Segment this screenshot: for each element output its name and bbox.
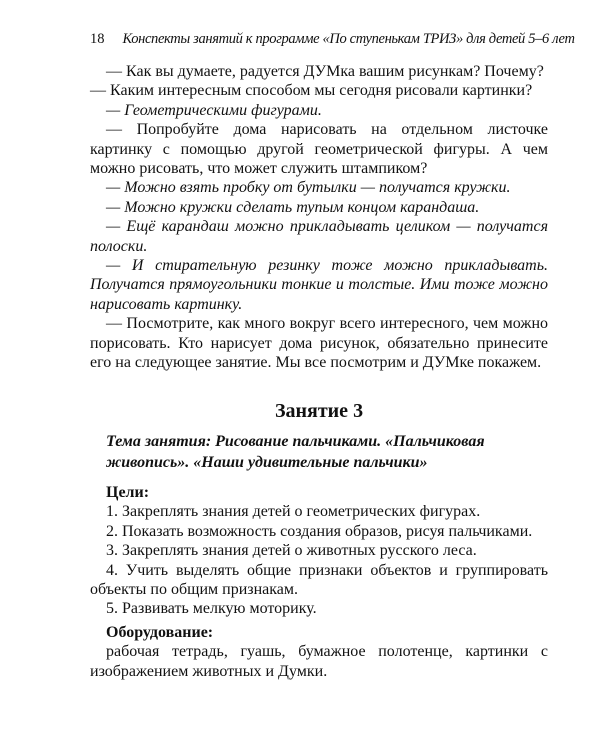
paragraph: — Можно взять пробку от бутылки — получатся кружки. <box>106 179 511 197</box>
equipment-text: рабочая тетрадь, гуашь, бумажное полотенце, картинки с изображением животных и Думки. <box>90 643 548 680</box>
paragraph: — Посмотрите, как много вокруг всего интересного, чем можно порисовать. Кто нарисует дома рисунок, обязательно принесите его на следующее занятие. Мы все посмотрим и ДУМке покажем. <box>90 315 548 372</box>
paragraph: — Геометрическими фигурами. <box>106 101 322 119</box>
goal-item: 4. Учить выделять общие признаки объектов и группировать объекты по общим признакам. <box>90 561 548 599</box>
equipment-heading: Оборудование: <box>106 624 214 641</box>
running-header <box>90 30 575 48</box>
lesson-topic: Тема занятия: Рисование пальчиками. «Пальчиковая живопись». «Наши удивительные пальчики» <box>106 433 485 471</box>
page-number: 18 <box>90 31 105 47</box>
paragraph: — Ещё карандаш можно прикладывать целиком — получатся полоски. <box>90 218 548 255</box>
goal-item: 5. Развивать мелкую моторику. <box>106 600 317 618</box>
equipment-section <box>90 623 548 681</box>
goals-heading: Цели: <box>106 484 150 501</box>
goal-item: 1. Закреплять знания детей о геометрических фигурах. <box>106 503 481 521</box>
lesson-title: Занятие 3 <box>274 400 364 422</box>
goal-item: 2. Показать возможность создания образов, рисуя пальчиками. <box>106 522 533 540</box>
running-title: Конспекты занятий к программе «По ступенькам ТРИЗ» для детей 5–6 лет <box>122 31 575 47</box>
paragraph: — И стирательную резинку тоже можно прикладывать. Получатся прямоугольники тонкие и толстые. Ими тоже можно нарисовать картинку. <box>90 257 548 313</box>
paragraph: — Как вы думаете, радуется ДУМка вашим рисункам? Почему? <box>106 63 544 80</box>
dialogue-text <box>90 62 548 373</box>
paragraph: — Можно кружки сделать тупым концом карандаша. <box>106 198 480 216</box>
paragraph: — Попробуйте дома нарисовать на отдельном листочке картинку с помощью другой геометрической фигуры. А чем можно рисовать, что может служить штампиком? <box>90 121 548 178</box>
goals-section <box>90 483 548 619</box>
paragraph: — Каким интересным способом мы сегодня рисовали картинки? <box>90 82 533 100</box>
goal-item: 3. Закреплять знания детей о животных русского леса. <box>106 542 477 560</box>
